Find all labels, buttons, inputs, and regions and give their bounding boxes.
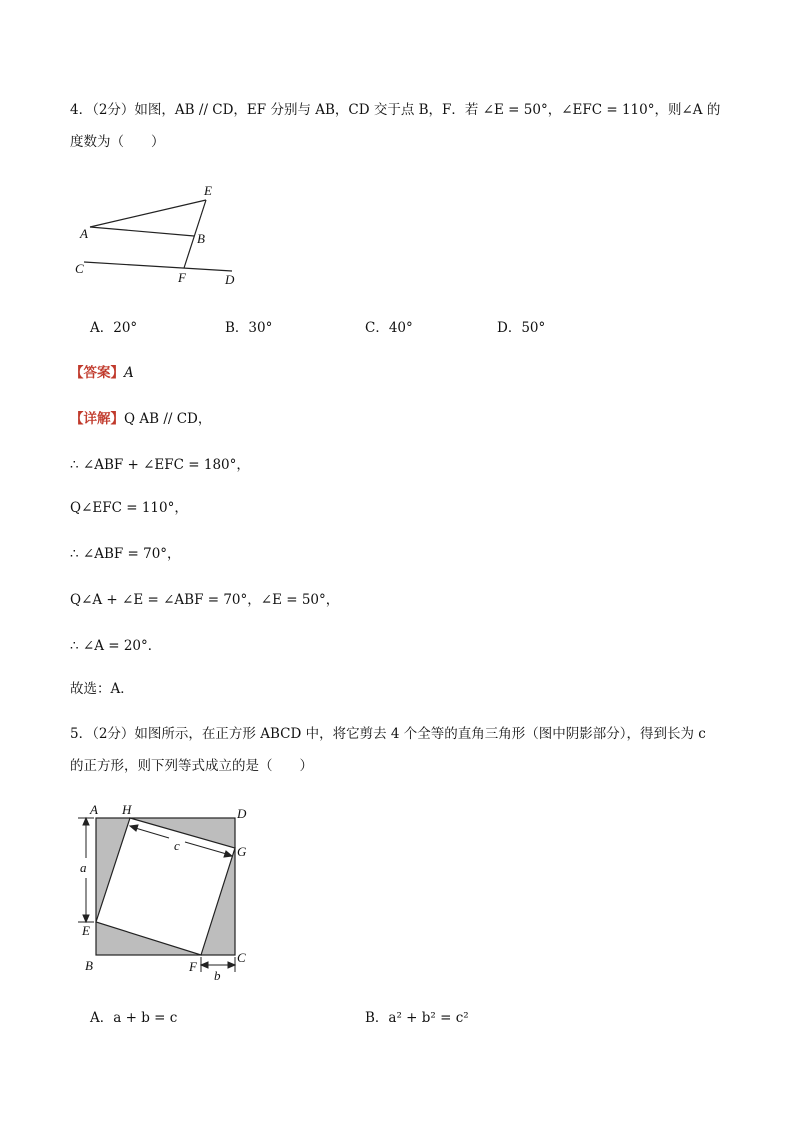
detail-step-3: ∴ ∠ABF = 70°，	[70, 546, 181, 562]
segment-AB	[90, 227, 194, 236]
q4-option-b: B．30°	[225, 320, 273, 336]
detail-step-0: Q AB // CD，	[124, 411, 212, 427]
q4-answer	[70, 363, 134, 383]
label-B: B	[85, 958, 93, 973]
segment-AE	[90, 200, 206, 227]
q4-option-d: D．50°	[497, 320, 546, 336]
q4-stem-line1: 4．（2分）如图，AB // CD，EF 分别与 AB，CD 交于点 B，F．若 ∠E = 50°，∠EFC = 110°，则∠A 的	[70, 102, 721, 118]
detail-step-1: ∴ ∠ABF + ∠EFC = 180°，	[70, 457, 250, 473]
answer-value: A	[124, 365, 134, 381]
q4-detail	[70, 409, 211, 429]
label-F: F	[178, 270, 186, 285]
q4-stem-line2: 度数为（ ）	[70, 134, 165, 150]
label-C: C	[75, 261, 84, 276]
label-G: G	[237, 844, 247, 859]
label-B: B	[197, 231, 205, 246]
label-D: D	[237, 806, 247, 821]
label-E: E	[82, 923, 90, 938]
label-a: a	[80, 860, 87, 875]
label-H: H	[122, 802, 132, 817]
label-F: F	[189, 959, 197, 974]
label-c: c	[174, 838, 180, 853]
label-b: b	[214, 968, 221, 983]
detail-step-5: ∴ ∠A = 20°．	[70, 638, 162, 654]
answer-tag: 【答案】	[70, 365, 124, 381]
q4-option-c: C．40°	[365, 320, 413, 336]
q5-stem-line1: 5．（2分）如图所示，在正方形 ABCD 中，将它剪去 4 个全等的直角三角形（图中阴影部分），得到长为 c	[70, 726, 706, 742]
q5-figure	[70, 800, 260, 985]
detail-step-4: Q∠A + ∠E = ∠ABF = 70°，∠E = 50°，	[70, 592, 340, 608]
detail-tag: 【详解】	[70, 411, 124, 427]
q5-option-b: B．a² + b² = c²	[365, 1010, 469, 1026]
label-C: C	[237, 950, 246, 965]
segment-CD	[84, 262, 232, 271]
label-A: A	[90, 802, 98, 817]
label-E: E	[204, 183, 212, 198]
q4-figure	[70, 180, 250, 290]
q4-option-a: A．20°	[90, 320, 138, 336]
q5-stem-line2: 的正方形，则下列等式成立的是（ ）	[70, 758, 313, 774]
label-D: D	[225, 272, 235, 287]
label-A: A	[80, 226, 88, 241]
detail-step-6: 故选：A．	[70, 681, 134, 697]
detail-step-2: Q∠EFC = 110°，	[70, 500, 188, 516]
q5-option-a: A．a + b = c	[90, 1010, 178, 1026]
